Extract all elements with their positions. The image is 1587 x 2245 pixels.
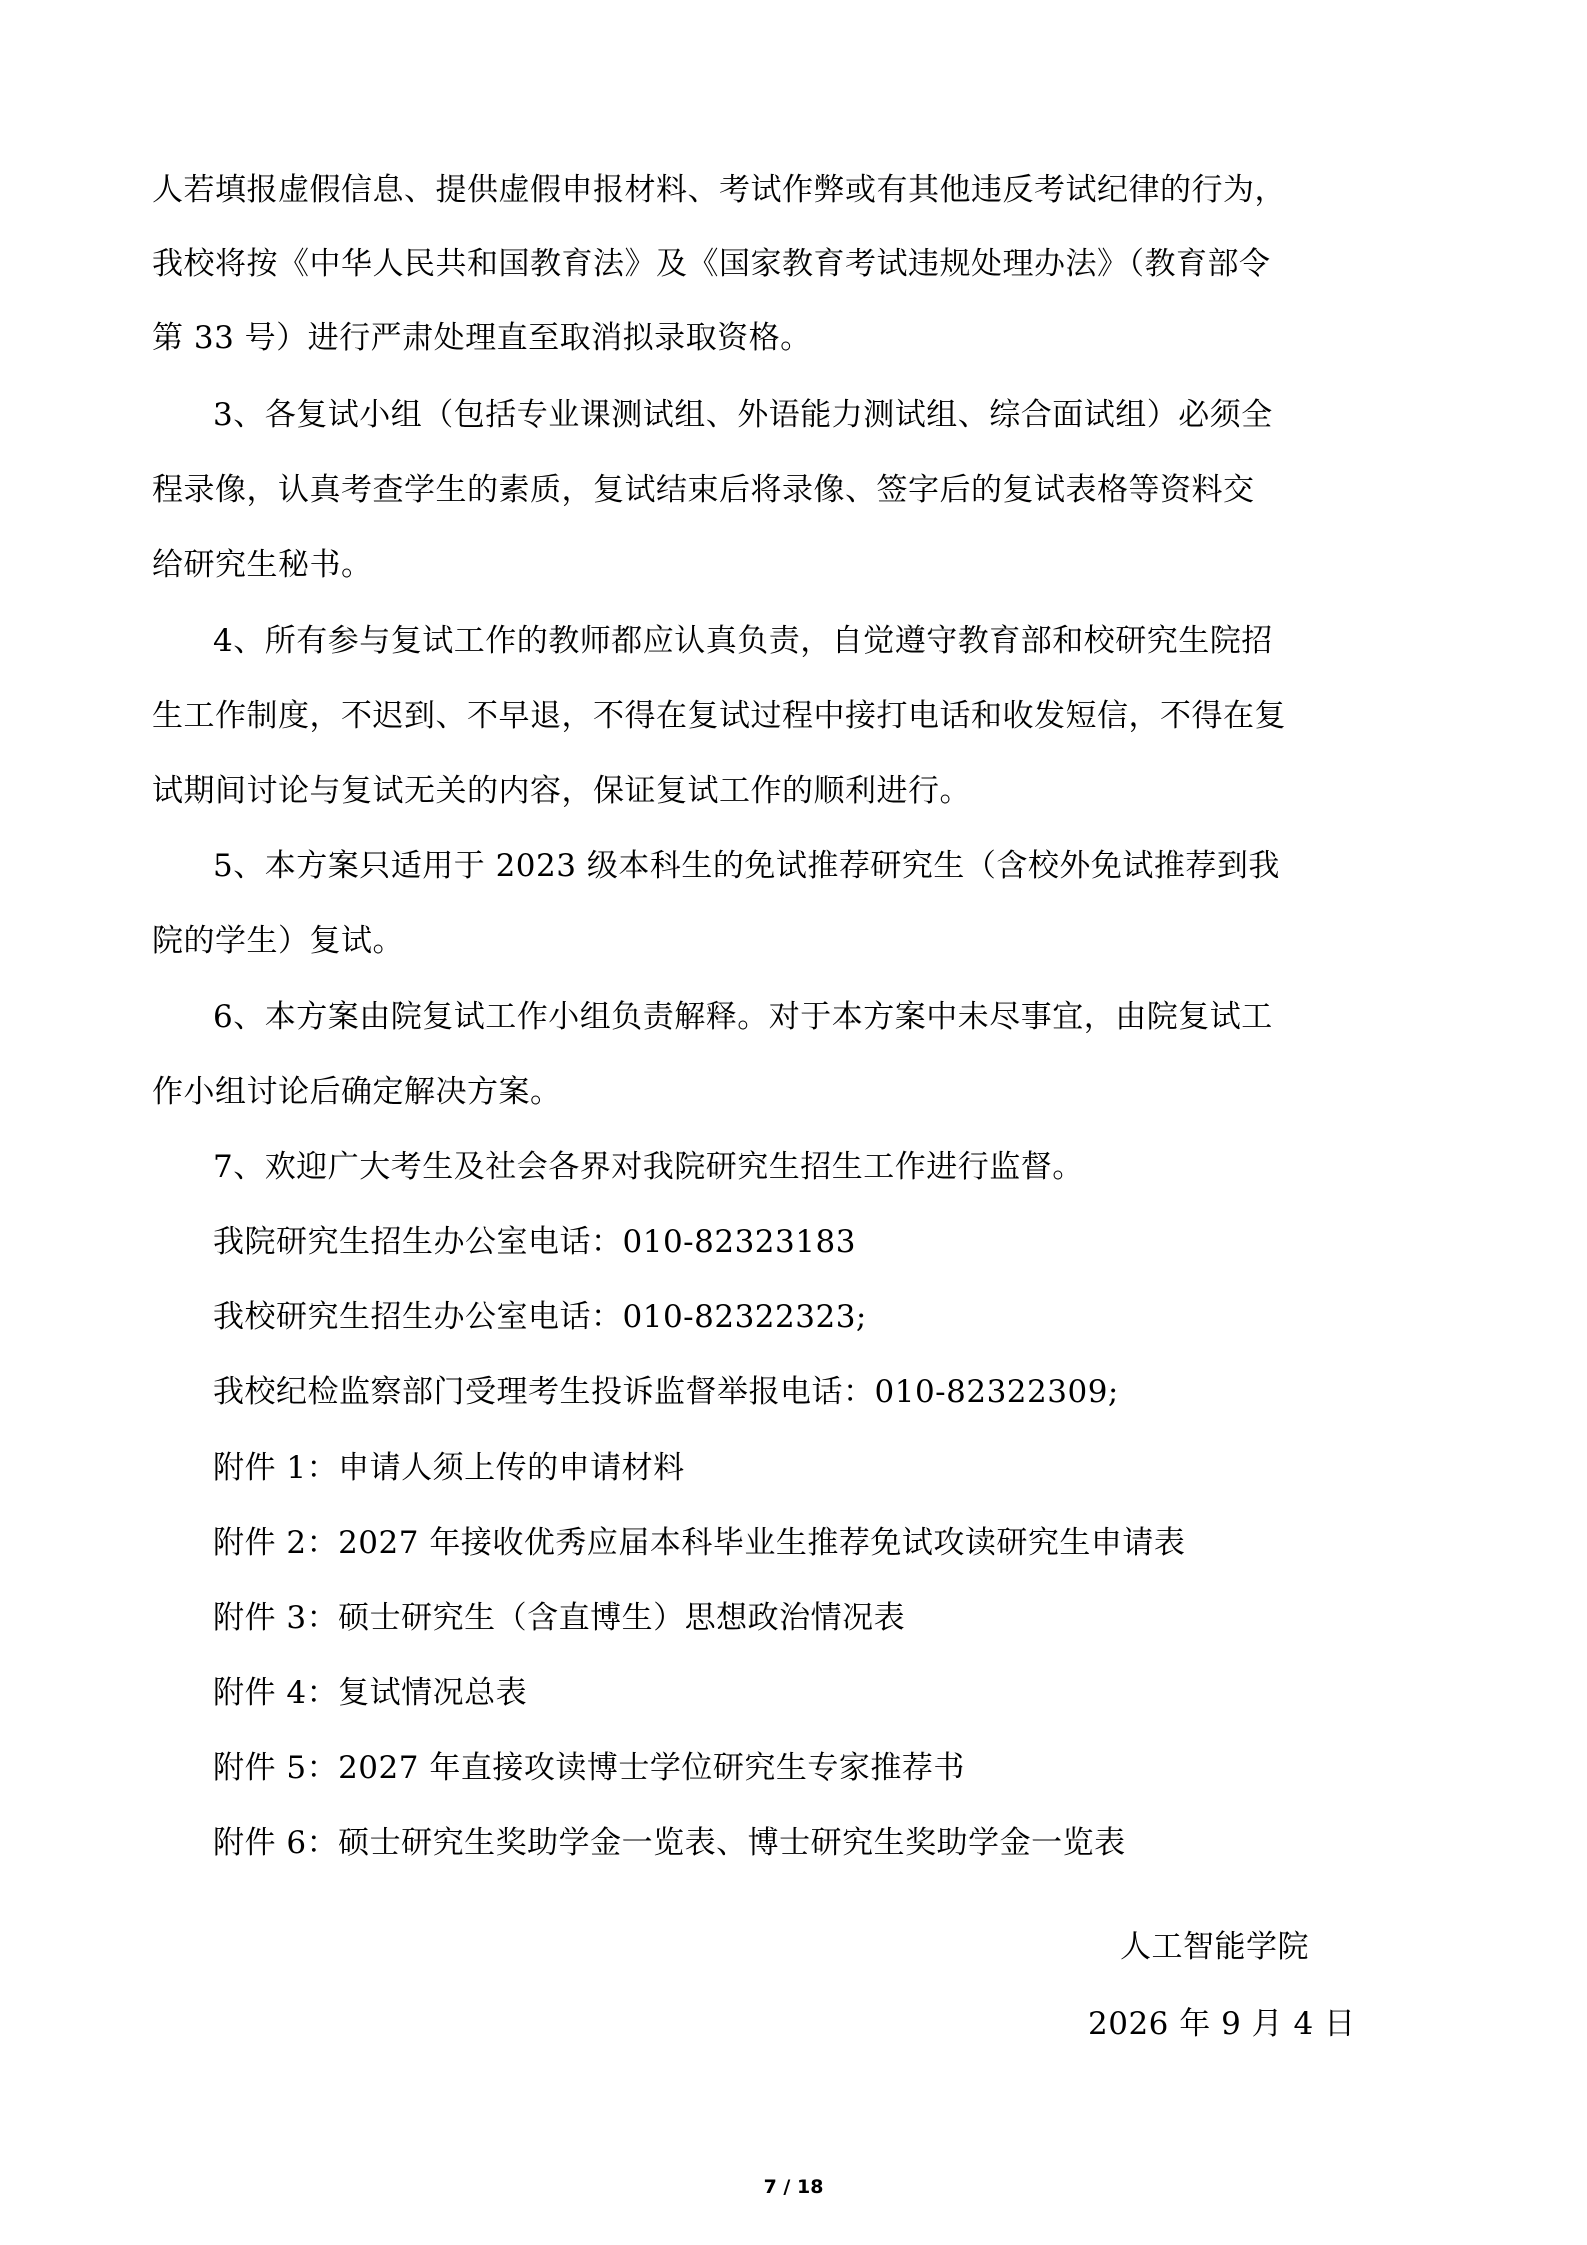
body-line-3: 第 33 号）进行严肃处理直至取消拟录取资格。 <box>152 320 812 356</box>
body-line-10: 5、本方案只适用于 2023 级本科生的免试推荐研究生（含校外免试推荐到我 <box>213 848 1280 884</box>
contact-phone-school: 我校研究生招生办公室电话：010-82322323; <box>213 1299 867 1335</box>
body-line-1: 人若填报虚假信息、提供虚假申报材料、考试作弊或有其他违反考试纪律的行为， <box>152 172 1286 208</box>
body-line-9: 试期间讨论与复试无关的内容，保证复试工作的顺利进行。 <box>152 773 971 809</box>
attachment-3: 附件 3：硕士研究生（含直博生）思想政治情况表 <box>213 1600 906 1636</box>
body-line-14: 7、欢迎广大考生及社会各界对我院研究生招生工作进行监督。 <box>213 1149 1084 1185</box>
body-line-5: 程录像，认真考查学生的素质，复试结束后将录像、签字后的复试表格等资料交 <box>152 472 1255 508</box>
attachment-4: 附件 4：复试情况总表 <box>213 1675 528 1711</box>
body-line-4: 3、各复试小组（包括专业课测试组、外语能力测试组、综合面试组）必须全 <box>213 397 1273 433</box>
attachment-2: 附件 2：2027 年接收优秀应届本科毕业生推荐免试攻读研究生申请表 <box>213 1525 1186 1561</box>
body-line-7: 4、所有参与复试工作的教师都应认真负责，自觉遵守教育部和校研究生院招 <box>213 623 1273 659</box>
body-line-11: 院的学生）复试。 <box>152 923 404 959</box>
page-number: 7 / 18 <box>763 2176 824 2198</box>
body-line-8: 生工作制度，不迟到、不早退，不得在复试过程中接打电话和收发短信，不得在复 <box>152 698 1286 734</box>
body-line-2: 我校将按《中华人民共和国教育法》及《国家教育考试违规处理办法》（教育部令 <box>152 246 1271 282</box>
body-line-6: 给研究生秘书。 <box>152 547 373 583</box>
body-line-13: 作小组讨论后确定解决方案。 <box>152 1074 562 1110</box>
body-line-12: 6、本方案由院复试工作小组负责解释。对于本方案中未尽事宜，由院复试工 <box>213 999 1273 1035</box>
attachment-1: 附件 1：申请人须上传的申请材料 <box>213 1450 685 1486</box>
signature-date: 2026 年 9 月 4 日 <box>1088 2006 1356 2042</box>
attachment-6: 附件 6：硕士研究生奖助学金一览表、博士研究生奖助学金一览表 <box>213 1825 1126 1861</box>
contact-phone-complaint: 我校纪检监察部门受理考生投诉监督举报电话：010-82322309; <box>213 1374 1119 1410</box>
signature-org: 人工智能学院 <box>1120 1929 1309 1965</box>
attachment-5: 附件 5：2027 年直接攻读博士学位研究生专家推荐书 <box>213 1750 965 1786</box>
contact-phone-college: 我院研究生招生办公室电话：010-82323183 <box>213 1224 856 1260</box>
